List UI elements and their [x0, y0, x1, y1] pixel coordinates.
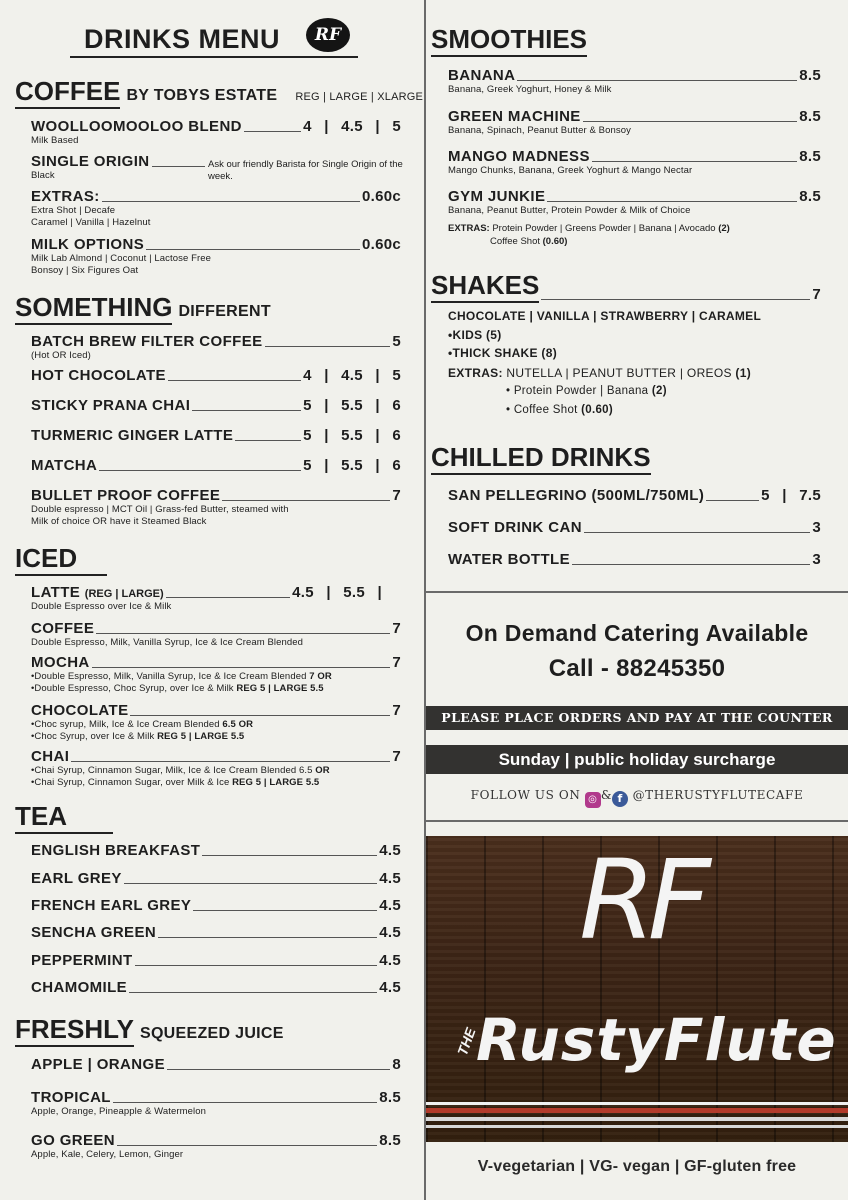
- section-tea: [15, 801, 113, 834]
- section-coffee-subtitle: BY TOBYS ESTATE: [126, 87, 278, 104]
- item-price: 8.5: [799, 188, 821, 205]
- item-price: 8.5: [379, 1089, 401, 1106]
- item-desc-price: OR: [315, 765, 330, 776]
- item-name: WOOLLOOMOOLOO BLEND: [31, 118, 242, 135]
- item-desc-price: 6.5 OR: [222, 719, 254, 730]
- section-shakes: [431, 270, 821, 303]
- item-price: 4 | 4.5 | 5: [303, 118, 401, 135]
- menu-item: [31, 620, 401, 649]
- extras-label: EXTRAS:: [448, 366, 503, 380]
- item-desc: •Double Espresso, Milk, Vanilla Syrup, Ice & Ice Cream Blended: [31, 671, 310, 682]
- single-origin-note: Ask our friendly Barista for Single Origin of the week.: [208, 159, 403, 182]
- item-name: CHOCOLATE: [31, 702, 129, 719]
- shake-extras: [448, 366, 751, 380]
- section-tea-title: TEA: [15, 801, 113, 834]
- item-price: 8.5: [799, 108, 821, 125]
- section-smoothies: [431, 24, 587, 57]
- extras-text: NUTELLA | PEANUT BUTTER | OREOS: [502, 366, 736, 380]
- section-juice-title: FRESHLY: [15, 1014, 134, 1047]
- social-handle: @THERUSTYFLUTECAFE: [632, 788, 804, 802]
- page-title: DRINKS MENU: [84, 24, 281, 54]
- menu-item: [31, 487, 401, 528]
- item-price: 0.60c: [361, 236, 401, 253]
- smoothie-extras: [448, 223, 828, 235]
- menu-item: [448, 108, 821, 137]
- catering-line: On Demand Catering Available: [465, 620, 809, 646]
- menu-item: [448, 519, 821, 536]
- item-name: HOT CHOCOLATE: [31, 367, 166, 384]
- menu-item: [31, 118, 401, 147]
- item-price: 7: [392, 748, 401, 765]
- item-price: 4.5: [379, 979, 401, 996]
- extras-price: (1): [735, 366, 751, 380]
- section-juice: [15, 1014, 284, 1047]
- follow-amp: &: [600, 788, 613, 802]
- item-name: EARL GREY: [31, 870, 122, 887]
- item-name: SINGLE ORIGIN: [31, 153, 150, 170]
- menu-item: [31, 1132, 401, 1161]
- menu-title: [70, 18, 358, 58]
- menu-item: [31, 979, 401, 996]
- stripe-grey: [426, 1117, 848, 1121]
- rf-monogram: RF: [579, 836, 703, 964]
- item-desc: Extra Shot | Decafe: [31, 205, 116, 216]
- extras-price: (0.60): [581, 404, 613, 416]
- section-something-subtitle: DIFFERENT: [178, 303, 271, 320]
- menu-item: [31, 236, 401, 277]
- item-price: 4.5: [379, 952, 401, 969]
- menu-item: [448, 148, 821, 177]
- extras-text: Protein Powder | Greens Powder | Banana | Avocado: [489, 223, 719, 234]
- item-name: MILK OPTIONS: [31, 236, 145, 253]
- item-name: SOFT DRINK CAN: [448, 519, 582, 536]
- item-name: LATTE: [31, 584, 81, 601]
- item-desc: •Chai Syrup, Cinnamon Sugar, Milk, Ice & Ice Cream Blended 6.5: [31, 765, 316, 776]
- shake-thick: •THICK SHAKE (8): [448, 346, 558, 360]
- item-name: GO GREEN: [31, 1132, 116, 1149]
- extras-price: (2): [718, 223, 730, 234]
- shakes-price: 7: [812, 286, 821, 303]
- item-name: APPLE | ORANGE: [31, 1056, 165, 1073]
- stripe-white: [426, 1102, 848, 1105]
- brand-logo-panel: [426, 836, 848, 1142]
- menu-item: [31, 748, 401, 789]
- section-juice-subtitle: SQUEEZED JUICE: [139, 1025, 284, 1042]
- item-name: BULLET PROOF COFFEE: [31, 487, 221, 504]
- item-name: STICKY PRANA CHAI: [31, 397, 191, 414]
- section-chilled-title: CHILLED DRINKS: [431, 442, 651, 475]
- section-iced-title: ICED: [15, 543, 107, 576]
- section-chilled: [431, 442, 651, 475]
- item-desc-price: REG 5 | LARGE 5.5: [157, 731, 245, 742]
- item-name: PEPPERMINT: [31, 952, 133, 969]
- menu-item: [31, 842, 401, 859]
- item-name: TURMERIC GINGER LATTE: [31, 427, 234, 444]
- section-something-title: SOMETHING: [15, 292, 172, 325]
- extras-label: EXTRAS:: [448, 223, 490, 234]
- rf-logo-badge: RF: [306, 18, 350, 52]
- surcharge-notice: Sunday | public holiday surcharge: [426, 745, 848, 774]
- item-price: 8: [392, 1056, 401, 1073]
- item-desc: •Chai Syrup, Cinnamon Sugar, over Milk & Ice: [31, 777, 233, 788]
- item-name: BATCH BREW FILTER COFFEE: [31, 333, 263, 350]
- item-name: MOCHA: [31, 654, 90, 671]
- item-desc: Banana, Greek Yoghurt, Honey & Milk: [448, 84, 612, 95]
- section-coffee: [15, 76, 423, 109]
- item-price: 4.5: [379, 897, 401, 914]
- section-coffee-title: COFFEE: [15, 76, 120, 109]
- item-desc: Apple, Kale, Celery, Lemon, Ginger: [31, 1149, 184, 1160]
- catering-phone: Call - 88245350: [548, 655, 726, 682]
- menu-item: [31, 153, 207, 182]
- item-desc: Double Espresso, Milk, Vanilla Syrup, Ice & Ice Cream Blended: [31, 637, 304, 648]
- item-desc: •Double Espresso, Choc Syrup, over Ice & Milk: [31, 683, 237, 694]
- item-price: 5: [392, 333, 401, 350]
- item-price: 7: [392, 620, 401, 637]
- item-name: WATER BOTTLE: [448, 551, 571, 568]
- menu-item: [31, 952, 401, 969]
- menu-item: [31, 654, 401, 695]
- item-desc: Bonsoy | Six Figures Oat: [31, 265, 139, 276]
- extras-text: • Protein Powder | Banana: [506, 385, 652, 397]
- divider: [426, 820, 848, 822]
- extras-text: • Coffee Shot: [506, 404, 582, 416]
- menu-item: [31, 367, 401, 384]
- item-desc: (Hot OR Iced): [31, 350, 91, 361]
- item-desc-price: REG 5 | LARGE 5.5: [236, 683, 324, 694]
- section-shakes-title: SHAKES: [431, 270, 539, 303]
- section-smoothies-title: SMOOTHIES: [431, 24, 587, 57]
- item-price: 4.5: [379, 870, 401, 887]
- item-price: 4.5: [379, 842, 401, 859]
- item-price: 5 | 5.5 | 6: [303, 397, 401, 414]
- item-desc: Black: [31, 170, 55, 181]
- follow-text: FOLLOW US ON: [470, 788, 581, 802]
- item-price: 4.5 | 5.5 |: [292, 584, 382, 601]
- item-desc: Double Espresso over Ice & Milk: [31, 601, 172, 612]
- coffee-sizes: REG | LARGE | XLARGE: [295, 91, 424, 103]
- item-price: 0.60c: [361, 188, 401, 205]
- stripe-grey: [426, 1125, 848, 1128]
- menu-item: [31, 870, 401, 887]
- item-desc-price: REG 5 | LARGE 5.5: [232, 777, 320, 788]
- shake-extra-protein: [506, 385, 667, 397]
- item-desc: Caramel | Vanilla | Hazelnut: [31, 217, 151, 228]
- item-desc: Milk of choice OR have it Steamed Black: [31, 516, 207, 527]
- brand-the: THE: [454, 1025, 479, 1058]
- menu-item: [448, 67, 821, 96]
- item-name: CHAMOMILE: [31, 979, 128, 996]
- item-size-note: (REG | LARGE): [84, 588, 164, 600]
- item-price: 7: [392, 487, 401, 504]
- item-price: 3: [812, 519, 821, 536]
- item-desc: •Choc Syrup, over Ice & Milk: [31, 731, 158, 742]
- menu-item: [31, 427, 401, 444]
- menu-item: [31, 188, 401, 229]
- divider: [426, 591, 848, 593]
- shake-kids: •KIDS (5): [448, 328, 502, 342]
- section-something-different: [15, 292, 271, 325]
- item-name: TROPICAL: [31, 1089, 111, 1106]
- item-desc: Milk Based: [31, 135, 79, 146]
- stripe-red: [426, 1108, 848, 1113]
- item-price: 5 | 7.5: [761, 487, 821, 504]
- orders-notice: PLEASE PLACE ORDERS AND PAY AT THE COUNTER: [426, 706, 848, 730]
- item-desc: Double espresso | MCT Oil | Grass-fed Butter, steamed with: [31, 504, 289, 515]
- item-price: 7: [392, 654, 401, 671]
- item-price: 3: [812, 551, 821, 568]
- item-desc: •Choc syrup, Milk, Ice & Ice Cream Blended: [31, 719, 223, 730]
- menu-item: [448, 551, 821, 568]
- social-follow: [426, 788, 848, 808]
- item-name: BANANA: [448, 67, 516, 84]
- item-name: MANGO MADNESS: [448, 148, 590, 165]
- extras-text: Coffee Shot: [490, 236, 543, 247]
- section-iced: [15, 543, 107, 576]
- brand-name: RustyFlute: [476, 1006, 837, 1074]
- menu-item: [31, 333, 401, 362]
- instagram-icon[interactable]: ◎: [585, 792, 601, 808]
- item-price: 8.5: [799, 148, 821, 165]
- item-price: 5 | 5.5 | 6: [303, 427, 401, 444]
- item-price: 8.5: [799, 67, 821, 84]
- item-name: GYM JUNKIE: [448, 188, 546, 205]
- item-price: 5 | 5.5 | 6: [303, 457, 401, 474]
- menu-item: [448, 188, 821, 217]
- item-name: MATCHA: [31, 457, 98, 474]
- extras-price: (0.60): [542, 236, 568, 247]
- menu-item: [31, 924, 401, 941]
- menu-item: [31, 397, 401, 414]
- menu-item: [31, 1056, 401, 1073]
- item-name: ENGLISH BREAKFAST: [31, 842, 201, 859]
- smoothie-extras-coffee: [490, 236, 790, 248]
- item-name: CHAI: [31, 748, 70, 765]
- item-name: EXTRAS:: [31, 188, 100, 205]
- menu-item: [448, 487, 821, 504]
- item-name: SAN PELLEGRINO (500ML/750ML): [448, 487, 705, 504]
- menu-item: [31, 1089, 401, 1118]
- menu-item: [31, 584, 382, 613]
- shake-extra-coffee: [506, 404, 613, 416]
- item-desc: Banana, Spinach, Peanut Butter & Bonsoy: [448, 125, 631, 136]
- item-desc: Apple, Orange, Pineapple & Watermelon: [31, 1106, 206, 1117]
- item-name: SENCHA GREEN: [31, 924, 157, 941]
- item-name: GREEN MACHINE: [448, 108, 581, 125]
- item-price: 7: [392, 702, 401, 719]
- dietary-legend: V-vegetarian | VG- vegan | GF-gluten free: [477, 1158, 797, 1175]
- item-price: 8.5: [379, 1132, 401, 1149]
- menu-item: [31, 897, 401, 914]
- menu-item: [31, 457, 401, 474]
- facebook-icon[interactable]: f: [612, 791, 628, 807]
- item-price: 4 | 4.5 | 5: [303, 367, 401, 384]
- item-desc: Milk Lab Almond | Coconut | Lactose Free: [31, 253, 212, 264]
- item-desc-price: 7 OR: [309, 671, 332, 682]
- item-price: 4.5: [379, 924, 401, 941]
- item-desc: Mango Chunks, Banana, Greek Yoghurt & Mango Nectar: [448, 165, 693, 176]
- extras-price: (2): [651, 385, 667, 397]
- shake-flavours: CHOCOLATE | VANILLA | STRAWBERRY | CARAMEL: [448, 309, 762, 323]
- item-name: FRENCH EARL GREY: [31, 897, 192, 914]
- item-name: COFFEE: [31, 620, 95, 637]
- menu-item: [31, 702, 401, 743]
- item-desc: Banana, Peanut Butter, Protein Powder & Milk of Choice: [448, 205, 691, 216]
